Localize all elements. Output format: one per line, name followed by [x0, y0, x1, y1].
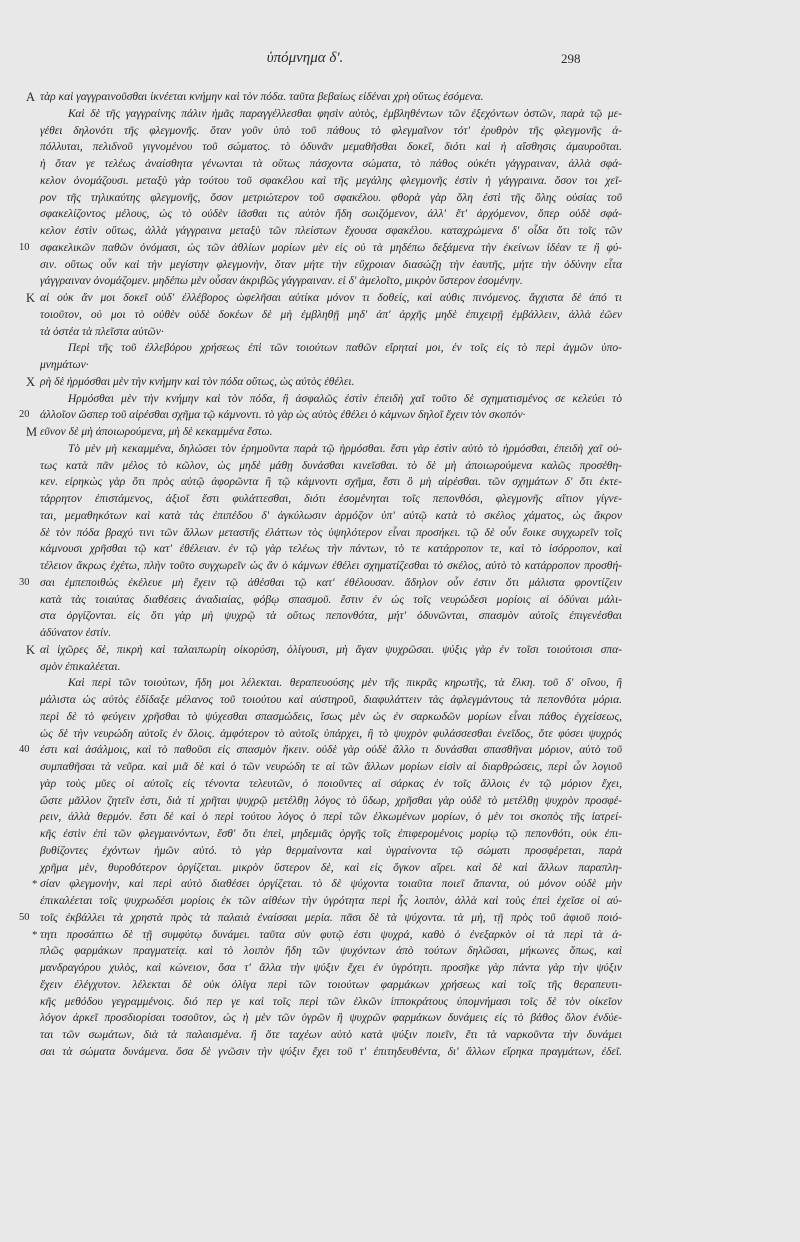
text-row [0, 173, 640, 190]
text-row [0, 1044, 640, 1061]
text-line: ται, μεμαθηκότων καὶ κατὰ τὰς ἐπιπέδου δ' ἀγκύλωσιν ἁρμόζον ὑπ' αὐτῷ κατὰ τὸ σκέλος χάματος, ὡς ἄκρον [40, 509, 622, 522]
commentary-text-block [0, 89, 640, 1061]
text-line: πόλλυται, πελιδνοῦ γιγνομένου τοῦ σώματος. τὸ ὀδυνᾶν μεμαθῆσθαι δοκεῖ, διότι καὶ ἡ αἴσθησις ἀμαυροῦται. [40, 141, 622, 154]
text-row [0, 793, 640, 810]
text-line: χρῆμα μὲν, θυροθότερον ὀργίζεται. μικρὸν ὕστερον δὲ, καὶ εἰς ὄγκον αἴρει. καὶ δὲ καὶ ἄλλων παραπλη- [40, 861, 622, 874]
margin-initial: K [26, 642, 36, 657]
text-row [0, 860, 640, 877]
text-row [0, 89, 640, 106]
text-line: γέθει δηλονότι τῆς φλεγμονῆς. ὅταν γοῦν ὑπὸ τοῦ πάθους τὸ φλεγμαῖνον τότ' ἐρυθρὸν τῆς φλεγμονῆς ἀ- [40, 124, 622, 137]
text-line: ἀδύνατον ἐστίν. [40, 627, 112, 639]
text-row [0, 374, 640, 391]
text-row [0, 491, 640, 508]
text-row [0, 843, 640, 860]
text-line: Τὸ μὲν μὴ κεκαμμένα, δηλώσει τὸν ἐρημοῦντα παρὰ τῷ ἡρμόσθαι. ἔστι γὰρ ἐστὶν αὐτὸ τὸ ἡρμόσθαι, ἐπειδὴ χαῖ οὐ- [68, 442, 622, 455]
text-line: δὲ τὸν πόδα βραχύ τινι τῶν ἄλλων μεταστῆς ἐλάττων τὸς ὑψηλότερον εἶναι προσήκει. τῷ δὲ οὖν ἔοικε συγχωρεῖν τοῖς [40, 526, 622, 539]
text-line: κατὰ τὰς τοιαύτας διαθέσεις ἀναδιαίας, φόβῳ σπασμοῦ. ἔστιν ἐν ὡς τοῖς νευρώδεσι μορίοις αἱ ὀδύναι μάλι- [40, 593, 622, 606]
text-row [0, 776, 640, 793]
text-line: γὰρ τοὺς μῦες οἱ αὐτοῖς εἰς τένοντα τελευτῶν, ὁ ποιοῦντες αἱ σάρκας ἐν τοῖς ἄλλοις ἐν τῷ μόριον ἔχει, [40, 777, 622, 790]
text-row [0, 960, 640, 977]
text-row [0, 257, 640, 274]
text-line: σφακελικῶν παθῶν ὀνόμασι, ὡς τῶν ἀθλίων μορίων μὲν εἰς οὐ τὰ μηδέπω δεξάμενα τὴν ἐκείνων ἰδέαν τε ἢ φύ- [40, 241, 622, 254]
text-row [0, 826, 640, 843]
text-row [0, 290, 640, 307]
text-row [0, 206, 640, 223]
text-line: τως κατὰ πᾶν μέλος τὸ κῶλον, ὡς μηδὲ μάθῃ δυνάσθαι κινεῖσθαι. τὸ δὲ μὴ ἀποιωρούμενα καλῶς προσέθη- [40, 459, 622, 472]
text-line: κεν. εἰρηκὼς γὰρ ὅτι πρὸς αὐτῷ ἀφορῶντα ἢ τῷ κάμνοντι σχῆμα, ἔστι ὃ μὴ αἱρέσθαι. τῶν σχημάτων δ' ὅτι ἐκτε- [40, 476, 622, 489]
text-row [0, 726, 640, 743]
text-row [0, 675, 640, 692]
lemma-line: τὰ ὀστέα τὰ πλεῖστα αὐτῶν· [40, 325, 164, 338]
text-row [0, 893, 640, 910]
text-line: γάγγραιναν ὀνομάζομεν. μηδέπω μὲν οὖσαν ἀκριβῶς γάγγραιναν. εἰ δ' ἀμελοῖτο, μικρὸν ὕστερον ἐσομένην. [40, 275, 523, 288]
text-row [0, 407, 640, 424]
text-row [0, 1027, 640, 1044]
lemma-line: αὶ ἰχῶρες δὲ, πικρὴ καὶ ταλαιπωρίη οἰκορύση, ὀλίγουσι, μὴ ἄγαν ψυχρῶσαι. ψύξις γὰρ ἐν τοῖσι τοιούτοισι σπα- [40, 643, 622, 656]
text-row [0, 123, 640, 140]
margin-initial: X [26, 374, 36, 389]
text-line: σίαν φλεγμονὴν, καὶ περὶ αὐτὸ διαθέσει ὀργίζεται. τὸ δὲ ψύχοντα τοιαῦτα ποιεῖ ἅπαντα, οὐ μόνον οὐδὲ μὴν [40, 878, 622, 891]
text-row [0, 391, 640, 408]
text-row [0, 642, 640, 659]
margin-initial: M [26, 425, 38, 439]
text-row [0, 994, 640, 1011]
text-line: ἡ ὅταν γε τελέως ἀναίσθητα γένωνται τὰ οὕτως πάσχοντα σώματα, τὸ πάθος οὐκέτι γάγγραιναν, ἀλλὰ σφά- [40, 158, 622, 170]
text-line: ἀλλοῖον ὥσπερ τοῦ αἱρέσθαι σχῆμα τῷ κάμνοντι. τὸ γὰρ ὡς αὐτὸς ἐθέλει ὁ κάμνων δηλοῖ ἔχειν τὸν σκοπόν· [40, 409, 526, 422]
text-line: μανδραγόρου χυλὸς, καὶ κώνειον, ὅσα τ' ἄλλα τὴν ψύξιν ἔχει ἐν ὑγρότητι. προσῆκε γὰρ πάντα γὰρ τὴν ψύξιν [40, 962, 622, 974]
line-number: 40 [19, 744, 30, 756]
text-line: κῆς μεθόδου γεγραμμένοις. διό περ γε καὶ τοῖς περὶ τῶν ἑλκῶν ἱπποκράτους ὑπομνήμασι τοῖς δὲ τὸν οἰκεῖον [40, 995, 622, 1008]
text-row [0, 742, 640, 759]
text-line: περὶ δὲ τὸ φεύγειν χρῆσθαι τὸ ψύχεσθαι σπασμώδεις, ἴσως μὲν ὡς ἐν σαρκωδῶν μορίων εἶναι πάθος ἐγχείσεως, [40, 710, 622, 723]
text-line: ὡς δὲ τὴν νευρώδη αὐτοῖς ἐν ὅλοις. ἀμφότερον τὸ αὐτοῖς ὑπάρχει, ἢ τὸ ψυχρὸν φυλάσσεσθαι ἐνεῖδος, ὅτε φύσει ψυχρός [40, 727, 622, 740]
text-row [0, 139, 640, 156]
margin-initial: K [26, 291, 36, 305]
text-line: μάλιστα ὡς αὐτὸς ἐδίδαξε μέλανος τοῦ τοιούτου καὶ αὐστηροῦ, διαφυλάττειν τὰς ἀφλεγμάντους τὰ πεπονθότα μόρια. [40, 694, 622, 706]
text-line: ἐπικαλέεται τοῖς ψυχρωδέσι μορίοις ἐκ τῶν αἰθέων τὴν ὑγρότητα περὶ ἧς λοιπὸν, ἀλλὰ καὶ τοὺς ἐπεὶ ἐχεῖσε οἱ αὐ- [40, 895, 622, 907]
text-line: ρον τῆς τηλικαύτης φλεγμονῆς, ὅσον μετριώτερον τοῦ σφακέλου. φθορὰ γὰρ ὅλη ἐστὶ τῆς ὅλης οὐσίας τοῦ [40, 191, 622, 204]
text-row [0, 340, 640, 357]
text-line: σιν. οὕτως οὖν καὶ τὴν μεγίστην φλεγμονὴν, ὅταν μήτε τὴν εὔχροιαν διασώζῃ τὴν ἑαυτῆς, μήτε τὴν ὀδύνην εἶτα [40, 258, 622, 271]
margin-asterisk: * [32, 928, 38, 941]
running-header-title: ὑπόμνημα δ'. [266, 50, 344, 66]
lemma-line: αἱ οὐκ ἄν μοι δοκεῖ οὐδ' ἐλλέβορος ὠφελῆσαι αὐτίκα μόνον τι δοθείς, καὶ αὐθις πινόμενος. ἄγχιστα δὲ ἀπό τι [40, 292, 622, 304]
text-row [0, 558, 640, 575]
text-line: ἐστι καὶ ἀσάλμοις, καὶ τὸ παθοῦσι εἰς σπασμὸν ἥκειν. οὐδὲ γὰρ οὐδὲ ἄλλο τι δυνάσθαι σπασθῆναι μόριον, αὐτὸ τοῦ [40, 744, 622, 757]
lemma-line: σμὸν ἐπικαλέεται. [40, 660, 121, 673]
lemma-line: ρὴ δὲ ἡρμόσθαι μὲν τὴν κνήμην καὶ τὸν πόδα οὕτως, ὡς αὐτὸς ἐθέλει. [40, 375, 355, 388]
text-row [0, 876, 640, 893]
lemma-line: τοιοῦτον, οὐ μοι τὸ οὐθὲν οὐδὲ δοκέων δὲ μὴ ἐμβληθῇ μηδ' ἀπ' ἀρχῆς μηδὲ ἐπιχειρῇ ἐμβάλλειν, ἀλλὰ ἐῶεν [40, 308, 622, 321]
text-row [0, 106, 640, 123]
text-line: Καὶ περὶ τῶν τοιούτων, ἤδη μοι λέλεκται. θεραπευούσης μὲν τῆς πικρᾶς κηρωτῆς, τὰ ἕλκη. τοῦ δ' οἴνου, ἢ [68, 677, 622, 690]
line-number: 50 [19, 911, 30, 923]
text-line: τάρρητον ἐπιστάμενος, ἀξιοῖ ἔστι φυλάττεσθαι, διότι ἐσομένηται τοῖς πεπονθόσι, φλεγμονῆς αἴτιον γίγνε- [40, 493, 622, 505]
text-row [0, 307, 640, 324]
text-row [0, 608, 640, 625]
text-line: πλῶς φαρμάκων πραγματείᾳ. καὶ τὸ λοιπὸν ἤδη τῶν ψυχόντων ἀπὸ τούτων δηλῶσαι, μήκωνες ὅπως, καὶ [40, 945, 622, 958]
text-row [0, 910, 640, 927]
text-row [0, 357, 640, 374]
text-row [0, 474, 640, 491]
text-row [0, 441, 640, 458]
text-line: ὥστε μᾶλλον ζητεῖν ἐστι, διὰ τί χρῆται ψυχρῷ μετέλθῃ λόγος τὸ ὕδωρ, χρῆσθαι γὰρ οὐδὲ τὸ μετέλθῃ ψυχρὸν προσφέ- [40, 794, 622, 807]
text-line: κελον ὀνομάζουσι. μεταξὺ γὰρ τούτου τοῦ σφακέλου καὶ τῆς μεγάλης φλεγμονῆς ἐστὶν ἡ γάγγραινα. ὅσον τοι χεῖ- [40, 174, 622, 187]
text-row [0, 927, 640, 944]
text-line: ρειν, ἀλλὰ θερμόν. ἔστι δὲ καὶ ὁ περὶ τούτου λόγος ὁ περὶ τῶν ἑλκωμένων μορίων, ὁ μὲν τοι σκοπὸς τῆς ἰατρεί- [40, 811, 622, 824]
text-line: Ηρμόσθαι μὲν τὴν κνήμην καὶ τὸν πόδα, ἢ ἀσφαλῶς ἐστὶν ἐπειδὴ χαῖ τοῦτο δὲ σχηματισμένος σε κελεύει τὸ [68, 392, 622, 405]
text-line: ται τῶν σωμάτων, διὰ τὰ παλαισμένα. ἢ ὅτε ταχέων αὐτὸ κατὰ ψύξιν ποιεῖν, ἔτι τὰ ναρκοῦντα τὴν δυνάμει [40, 1029, 622, 1041]
text-line: τοῖς ἐκβάλλει τὰ χρηστὰ πρὸς τὰ παλαιὰ ἐναίσσαι μερία. πᾶσι δὲ τὰ ψύχοντα. τὰ μὴ, τῇ πρὸς τοῦ ἀφιοῦ ποιό- [40, 911, 622, 924]
text-row [0, 709, 640, 726]
text-line: κῆς ἐστὶν ἐπὶ τῶν φλεγμαινόντων, ἔσθ' ὅτι ἐπεὶ, μηδεμιᾶς ὀργῆς τοῖς ἐπιφερομένοις μορίῳ τῷ πεπονθότι, οὐκ ἐπι- [40, 828, 622, 840]
margin-initial: A [26, 90, 36, 104]
text-line: βυθίζοντες ἐχόντων ἡμῶν αὐτό. τὸ γὰρ θερμαίνοντα καὶ ὑγραίνοντα τῷ σώματι προσφέρεται, παρὰ [40, 844, 622, 857]
text-row [0, 424, 640, 441]
text-row [0, 525, 640, 542]
text-row [0, 759, 640, 776]
text-line: σφακελίζοντος μέλους, ὡς τὸ οὐδὲν ἰᾶσθαι τις αὐτὸν ἤδη σωιζόμενον, ἀλλ' ἔτ' ἀρχόμενον, ὅπερ οὐδὲ σφά- [40, 208, 622, 221]
text-line: κάμνουσι χρῆσθαι τῷ κατ' ἐθέλειαν. ἐν τῷ γὰρ τελέως τὴν πάντων, τὸ τε κατάρροπον τε, καὶ τὸ ἰσόρροπον, καὶ [40, 543, 622, 556]
text-line: μνημάτων· [40, 359, 89, 371]
text-line: συμπαθῆσαι τὰ νεῦρα. καὶ μιᾶ δὲ καὶ ὁ τῶν νευρώδη τε αἱ τῶν ἄλλων μορίων εἰσὶν αἱ διαρθρώσεις, περὶ ὧν λογιοῦ [40, 761, 622, 773]
text-line: τητι προσάπτω δὲ τῇ συμφύτῳ δυνάμει. ταῦτα σὺν φυτῷ ἐστι ψυχρά, καθὸ ὁ ἐνεξαρκὸν οἱ τὰ περὶ τὰ ἀ- [40, 928, 622, 941]
text-row [0, 659, 640, 676]
text-row [0, 156, 640, 173]
text-row [0, 809, 640, 826]
text-row [0, 592, 640, 609]
line-number: 20 [19, 409, 30, 421]
text-row [0, 692, 640, 709]
margin-asterisk: * [32, 878, 38, 891]
text-line: λόγον ἀρκεῖ προσδιορίσαι τοσοῦτον, ὡς ἡ μὲν τῶν ὑγρῶν ἢ ψυχρῶν φαρμάκων δυνάμεις εἰς τὸ βάθος ὅλον ἐνδύε- [40, 1012, 622, 1025]
lemma-line: εῦνον δὲ μὴ ἀποιωρούμενα, μὴ δὲ κεκαμμένα ἔστω. [40, 426, 273, 438]
line-number: 30 [19, 576, 30, 588]
text-row [0, 324, 640, 341]
text-line: σαι ἐμπεποιθώς ἐκέλευε μὴ ἔχειν τῷ ἀθέσθαι τῷ κατ' ἐθέλουσαν. ἄδηλον οὖν ἐστιν ὅτι μάλιστα φροντίζειν [40, 576, 622, 589]
text-line: ἔχειν ἐλέγχυτον. λέλεκται δὲ οὐκ ὀλίγα περὶ τῶν τοιούτων φαρμάκων χρήσεως καὶ τοῖς τῆς θεραπευτι- [40, 978, 622, 991]
text-row [0, 1010, 640, 1027]
text-line: Καὶ δὲ τῆς γαγγραίνης πάλιν ἡμᾶς παραγγέλλεσθαι φησὶν αὐτὸς, ἐμβληθέντων τῶν ἐξεχόντων ὀστῶν, παρὰ τῷ με- [68, 107, 622, 120]
text-row [0, 190, 640, 207]
text-line: τέλειον ἄκρως ἐχέτω, πλὴν τοῦτο συγχωρεῖν ὡς ἂν ὁ κάμνων ἐθέλει σχηματίζεσθαι τὸ σκέλος, αὐτὸ τὸ κατάρροπον προσθή- [40, 560, 622, 572]
text-row [0, 223, 640, 240]
text-row [0, 508, 640, 525]
text-line: Περὶ τῆς τοῦ ἐλλεβόρου χρήσεως ἐπὶ τῶν τοιούτων παθῶν εἴρηταί μοι, ἐν τοῖς εἰς τὸ περὶ ἀγμῶν ὑπο- [68, 342, 622, 355]
text-row [0, 273, 640, 290]
text-line: σαι τὰ σώματα δυνάμενα. ὅσα δὲ γνῶσιν τὴν ψύξιν ἔχει τοῦ τ' ἐπιτηδευθέντα, δι' ἄλλων εἴρηκα πραγμάτων, ἐδεῖ. [40, 1045, 622, 1058]
text-row [0, 977, 640, 994]
text-row [0, 458, 640, 475]
line-number: 10 [19, 241, 30, 253]
text-row [0, 240, 640, 257]
text-row [0, 575, 640, 592]
text-line: κελον ἐστὶν οὕτως, ἀλλὰ γάγγραινα μεταξὺ τῶν πλείστων ἔχουσα σφακέλου. καταχρώμενα δ' οἶδα ὅτι τοῖς τῶν [40, 225, 622, 237]
page-number: 298 [561, 51, 581, 66]
text-row [0, 541, 640, 558]
text-row [0, 943, 640, 960]
lemma-line: τὰρ καὶ γαγγραινοῦσθαι ἱκνέεται κνήμην καὶ τὸν πόδα. ταῦτα βεβαίως εἰδέναι χρὴ οὕτως ἐσόμενα. [40, 91, 484, 103]
text-row [0, 625, 640, 642]
text-line: στα ὀργίζονται. εἰς ὅτι γὰρ μὴ ψυχρῷ τὰ οὕτως πεπονθότα, μήτ' ὀδυνῶνται, σπασμὸν αὐτοῖς ἐπιγενέσθαι [40, 610, 622, 623]
